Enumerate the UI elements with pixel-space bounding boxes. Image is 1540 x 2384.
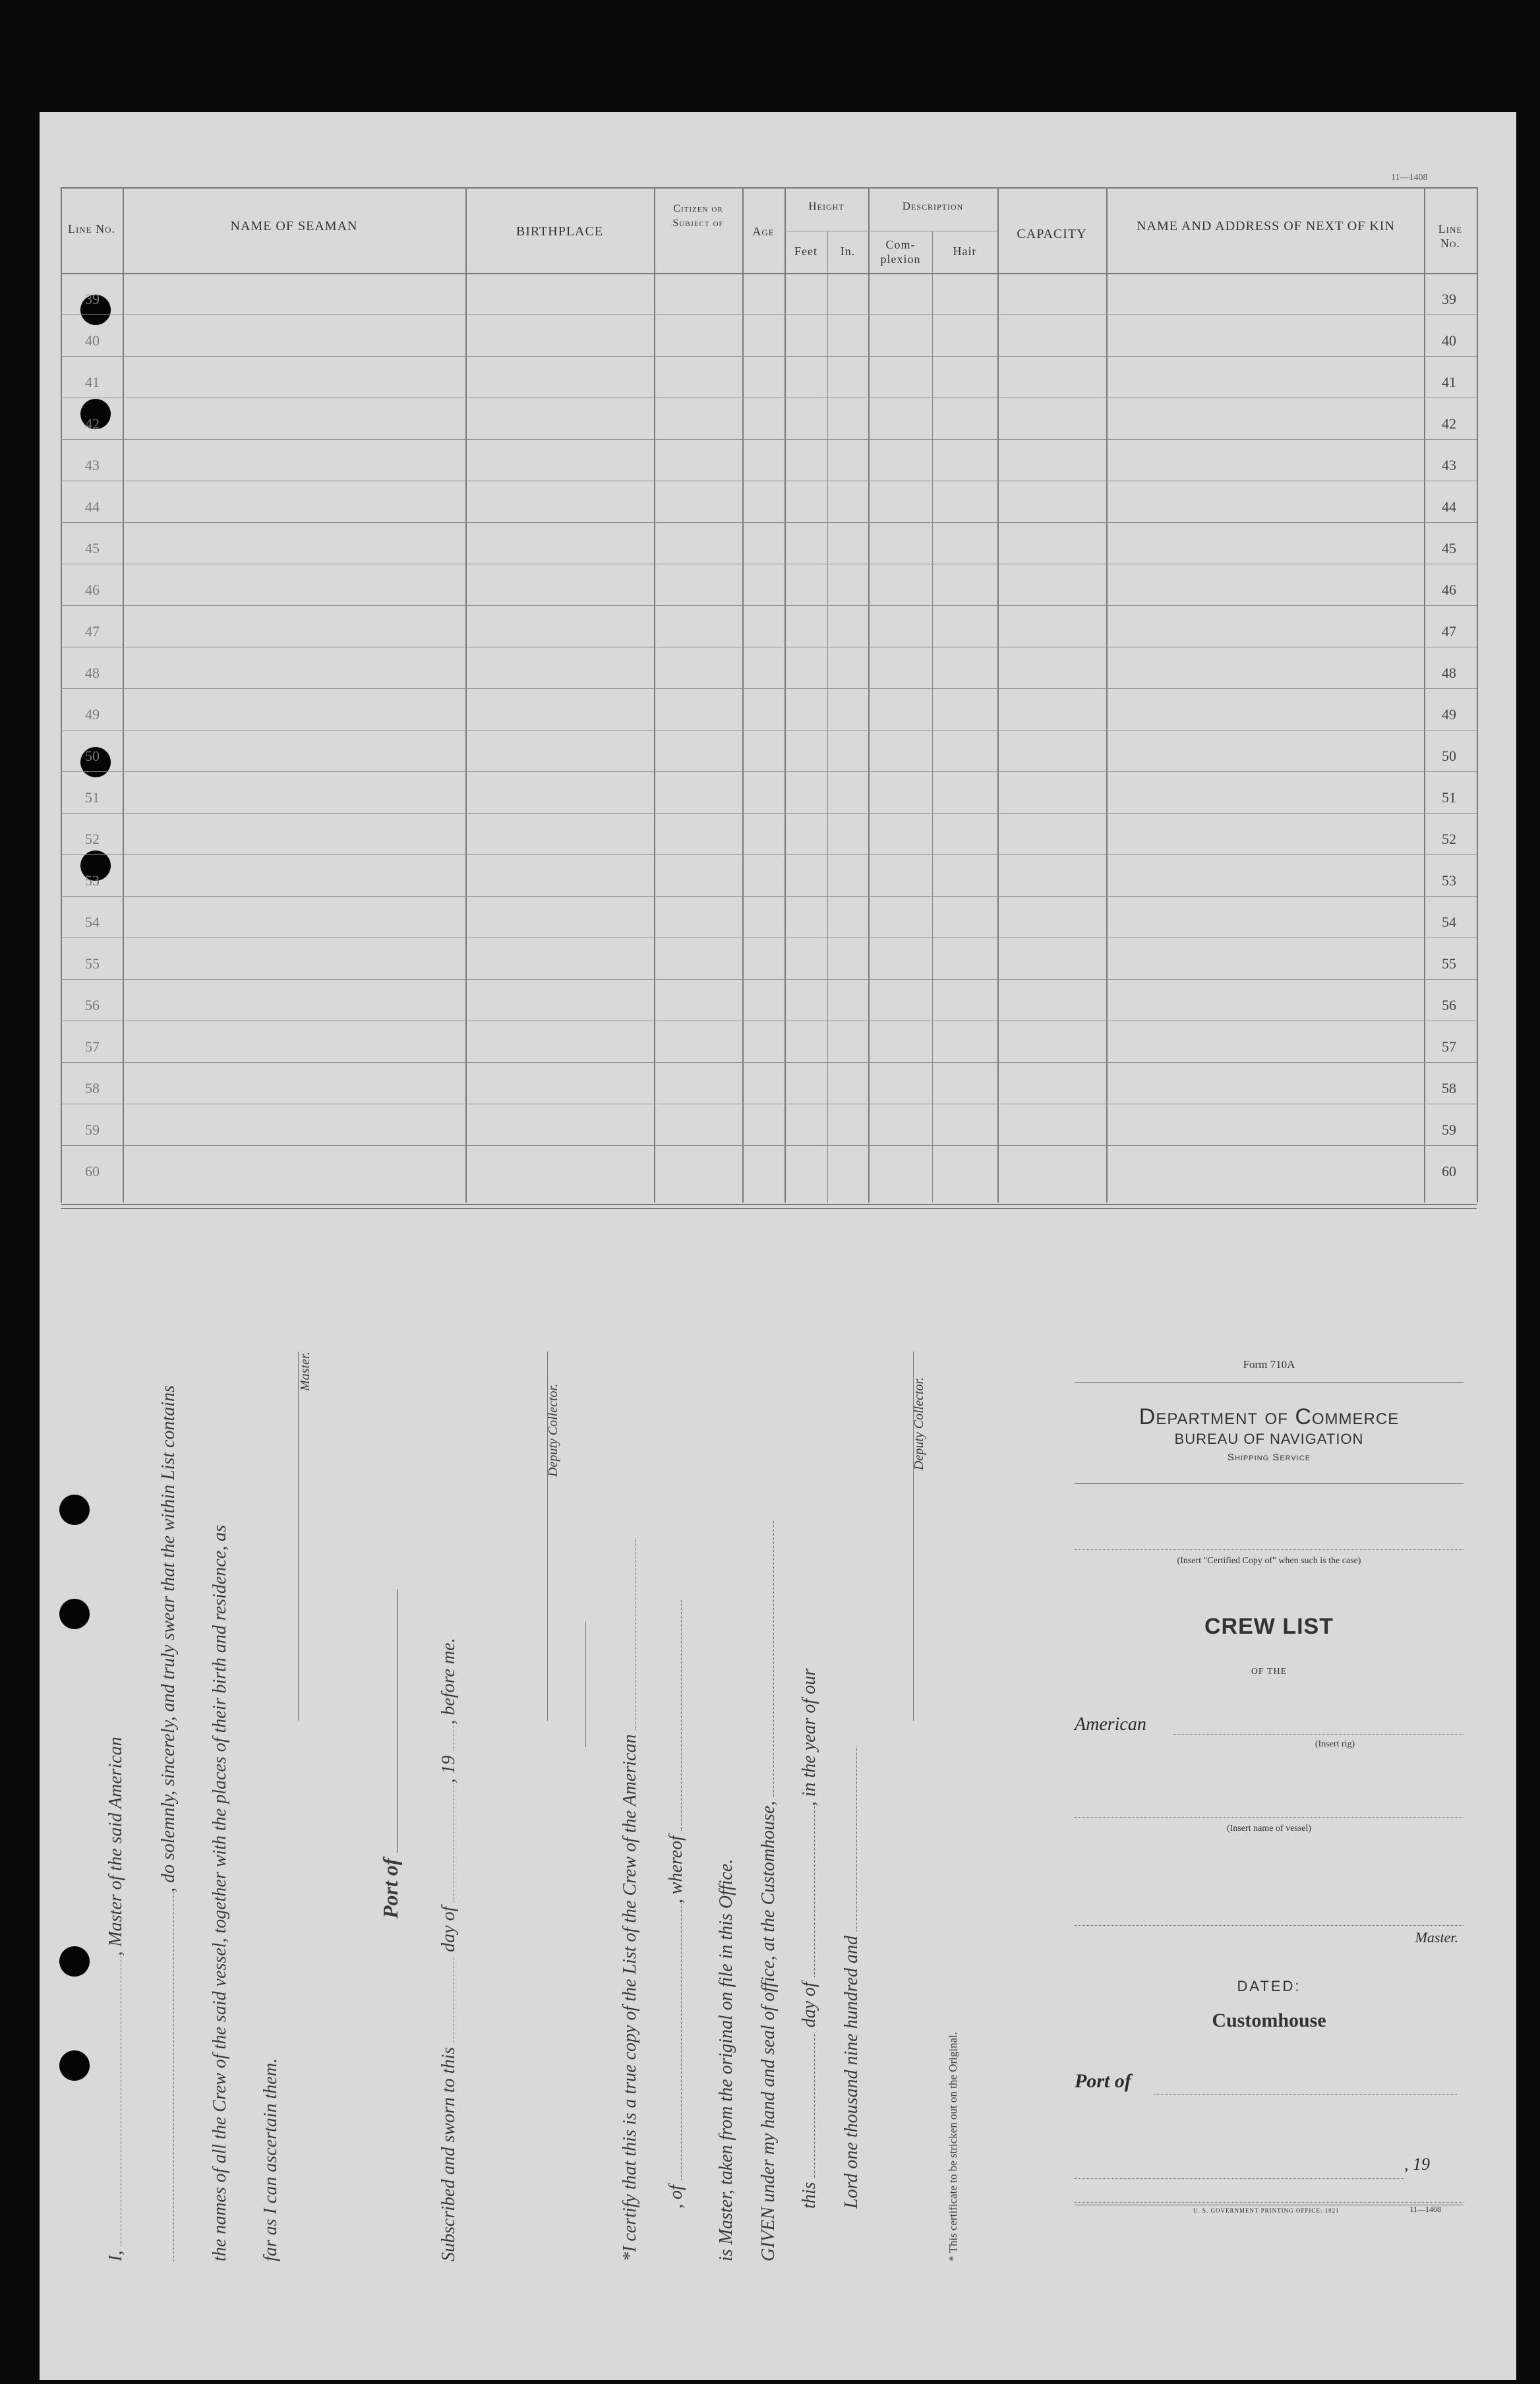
row-number-left: 49 xyxy=(85,706,100,723)
table-row xyxy=(61,314,1477,315)
row-number-left: 45 xyxy=(85,540,100,556)
row-number-right: 60 xyxy=(1442,1163,1456,1179)
cover-master-blank[interactable] xyxy=(1075,1925,1464,1926)
insert-rig-note: (Insert rig) xyxy=(1315,1739,1355,1749)
affidavit-line-1: I, , Master of the said American xyxy=(105,1737,126,2261)
col-divider xyxy=(1424,187,1425,1203)
certified-copy-blank[interactable] xyxy=(1075,1549,1464,1550)
row-number-right: 41 xyxy=(1442,374,1456,390)
table-row xyxy=(61,813,1477,814)
whereof-blank[interactable] xyxy=(681,1600,682,1831)
master-label: Master. xyxy=(298,1352,312,1391)
affidavit-block xyxy=(0,1299,926,2288)
row-number-right: 58 xyxy=(1442,1080,1456,1096)
cover-service: Shipping Service xyxy=(1227,1452,1311,1463)
col-divider xyxy=(1477,187,1478,1203)
cover-american: American xyxy=(1075,1714,1146,1735)
cover-rule xyxy=(1075,1483,1464,1484)
cover-master-label: Master. xyxy=(1415,1929,1458,1946)
table-row xyxy=(61,522,1477,523)
deputy-collector-label-2: Deputy Collector. xyxy=(912,1377,926,1470)
row-number-right: 55 xyxy=(1442,955,1456,972)
master-signature-line[interactable] xyxy=(298,1352,299,1721)
given-line: GIVEN under my hand and seal of office, at the Customhouse, xyxy=(758,1520,779,2261)
row-number-right: 51 xyxy=(1442,789,1456,806)
affidavit-line-3: the names of all the Crew of the said vessel, together with the places of their birth and residence, as xyxy=(210,1525,230,2261)
header-capacity: CAPACITY xyxy=(1017,227,1087,241)
col-divider xyxy=(827,231,828,1203)
table-row xyxy=(61,771,1477,772)
of-whereof-line: , of , whereof xyxy=(666,1600,687,2209)
cover-form-bottom: 11—1408 xyxy=(1409,2205,1441,2214)
col-divider xyxy=(785,187,786,1203)
printing-office: U. S. GOVERNMENT PRINTING OFFICE: 1921 xyxy=(1193,2207,1340,2214)
is-master-line: is Master, taken from the original on file in this Office. xyxy=(716,1859,736,2261)
row-number-right: 52 xyxy=(1442,831,1456,847)
given-year-blank[interactable] xyxy=(856,1746,857,1931)
form-number: 11—1408 xyxy=(1391,173,1428,183)
col-divider xyxy=(123,187,124,1203)
of-blank[interactable] xyxy=(681,1903,682,2180)
given-month-blank[interactable] xyxy=(814,1806,815,1977)
cover-department: Department of Commerce xyxy=(1139,1404,1400,1429)
cover-port-blank[interactable] xyxy=(1154,2094,1457,2095)
row-number-right: 54 xyxy=(1442,914,1456,930)
cover-customhouse: Customhouse xyxy=(1212,2010,1326,2031)
row-number-right: 59 xyxy=(1442,1121,1456,1138)
row-number-right: 39 xyxy=(1442,291,1456,307)
row-number-right: 40 xyxy=(1442,332,1456,349)
table-row xyxy=(61,605,1477,606)
col-divider xyxy=(868,187,870,1203)
col-divider xyxy=(61,187,62,1203)
header-citizen: Citizen or Subject of xyxy=(672,203,724,229)
row-number-left: 54 xyxy=(85,914,100,930)
table-row xyxy=(61,356,1477,357)
row-number-right: 56 xyxy=(1442,997,1456,1013)
col-divider xyxy=(654,187,655,1203)
port-blank[interactable] xyxy=(397,1589,398,1853)
table-row xyxy=(61,1062,1477,1063)
row-number-right: 44 xyxy=(1442,498,1456,515)
footnote: * This certificate to be stricken out on the Original. xyxy=(947,2031,959,2261)
header-bottom-rule xyxy=(61,273,1477,274)
row-number-left: 52 xyxy=(85,831,100,847)
row-number-left: 60 xyxy=(85,1163,100,1179)
row-number-right: 45 xyxy=(1442,540,1456,556)
cover-dated: DATED: xyxy=(1237,1978,1301,1994)
row-number-right: 47 xyxy=(1442,623,1456,640)
header-height: Height xyxy=(808,200,844,212)
row-number-left: 47 xyxy=(85,623,100,640)
header-line-no-right: Line No. xyxy=(1438,222,1463,250)
this-day-line: this day of , in the year of our xyxy=(799,1668,819,2209)
row-number-left: 39 xyxy=(85,291,100,307)
header-description: Description xyxy=(902,200,964,212)
header-age: Age xyxy=(752,225,775,238)
deputy-collector-label-1: Deputy Collector. xyxy=(546,1383,560,1477)
separator-rule xyxy=(585,1622,586,1747)
row-number-left: 56 xyxy=(85,997,100,1013)
row-number-right: 57 xyxy=(1442,1038,1456,1055)
cover-bureau: BUREAU OF NAVIGATION xyxy=(1174,1431,1364,1447)
cover-rule xyxy=(1075,1382,1464,1383)
header-feet: Feet xyxy=(794,245,817,258)
col-divider xyxy=(1106,187,1108,1203)
row-number-left: 55 xyxy=(85,955,100,972)
row-number-right: 43 xyxy=(1442,457,1456,473)
row-number-right: 46 xyxy=(1442,581,1456,598)
table-row xyxy=(61,896,1477,897)
customhouse-blank[interactable] xyxy=(773,1520,774,1797)
col-divider xyxy=(997,187,999,1203)
vessel-name-blank[interactable] xyxy=(173,1892,174,2261)
row-number-left: 59 xyxy=(85,1121,100,1138)
row-number-left: 44 xyxy=(85,498,100,515)
header-inches: In. xyxy=(840,245,856,258)
cover-title: CREW LIST xyxy=(1204,1614,1334,1639)
row-number-right: 48 xyxy=(1442,665,1456,681)
row-number-left: 53 xyxy=(85,872,100,889)
row-number-left: 48 xyxy=(85,665,100,681)
cover-date-blank[interactable] xyxy=(1075,2178,1404,2179)
cover-year: , 19 xyxy=(1404,2155,1430,2174)
row-number-left: 57 xyxy=(85,1038,100,1055)
certify-line: *I certify that this is a true copy of the List of the Crew of the American xyxy=(620,1539,641,2261)
row-number-left: 58 xyxy=(85,1080,100,1096)
row-number-right: 42 xyxy=(1442,415,1456,432)
col-divider xyxy=(932,231,933,1203)
row-number-right: 50 xyxy=(1442,748,1456,764)
row-number-left: 50 xyxy=(85,748,100,764)
row-number-left: 40 xyxy=(85,332,100,349)
header-hair: Hair xyxy=(953,245,977,258)
row-number-left: 43 xyxy=(85,457,100,473)
table-row xyxy=(61,439,1477,440)
affidavit-line-4: far as I can ascertain them. xyxy=(260,2058,281,2261)
header-name-of-seaman: NAME OF SEAMAN xyxy=(230,219,358,233)
port-of-label: Port of xyxy=(378,1589,403,1919)
cover-port-of: Port of xyxy=(1075,2070,1131,2092)
row-number-left: 51 xyxy=(85,789,100,806)
subscribed-line: Subscribed and sworn to this day of , 19 , before me. xyxy=(438,1638,459,2261)
row-number-left: 46 xyxy=(85,581,100,598)
vessel-name-blank[interactable] xyxy=(1075,1817,1464,1818)
table-row xyxy=(61,979,1477,980)
col-divider xyxy=(465,187,467,1203)
footnote-block xyxy=(947,1866,966,2261)
header-line-no: Line No. xyxy=(67,222,116,235)
table-row xyxy=(61,688,1477,689)
given-day-blank[interactable] xyxy=(814,2033,815,2178)
table-top-rule xyxy=(61,187,1477,189)
rig-blank[interactable] xyxy=(1173,1734,1464,1735)
insert-vessel-note: (Insert name of vessel) xyxy=(1227,1824,1311,1833)
certified-note: (Insert "Certified Copy of" when such is the case) xyxy=(1177,1556,1361,1566)
cover-of-the: OF THE xyxy=(1251,1667,1288,1677)
header-birthplace: BIRTHPLACE xyxy=(516,224,604,239)
header-complexion: Com-plexion xyxy=(880,238,921,266)
table-row xyxy=(61,1145,1477,1146)
table-bottom-rule xyxy=(61,1204,1477,1209)
header-next-of-kin: NAME AND ADDRESS OF NEXT OF KIN xyxy=(1137,219,1395,233)
cover-rule xyxy=(1075,2202,1464,2203)
table-row xyxy=(61,854,1477,855)
certify-vessel-blank[interactable] xyxy=(635,1539,636,1730)
lord-line: Lord one thousand nine hundred and xyxy=(841,1746,862,2209)
row-number-left: 42 xyxy=(85,415,100,432)
row-number-right: 49 xyxy=(1442,706,1456,723)
row-number-right: 53 xyxy=(1442,872,1456,889)
cover-form-number: Form 710A xyxy=(1243,1358,1295,1371)
affidavit-line-2: , do solemnly, sincerely, and truly swear that the within List contains xyxy=(158,1385,179,2261)
row-number-left: 41 xyxy=(85,374,100,390)
col-divider xyxy=(742,187,744,1203)
